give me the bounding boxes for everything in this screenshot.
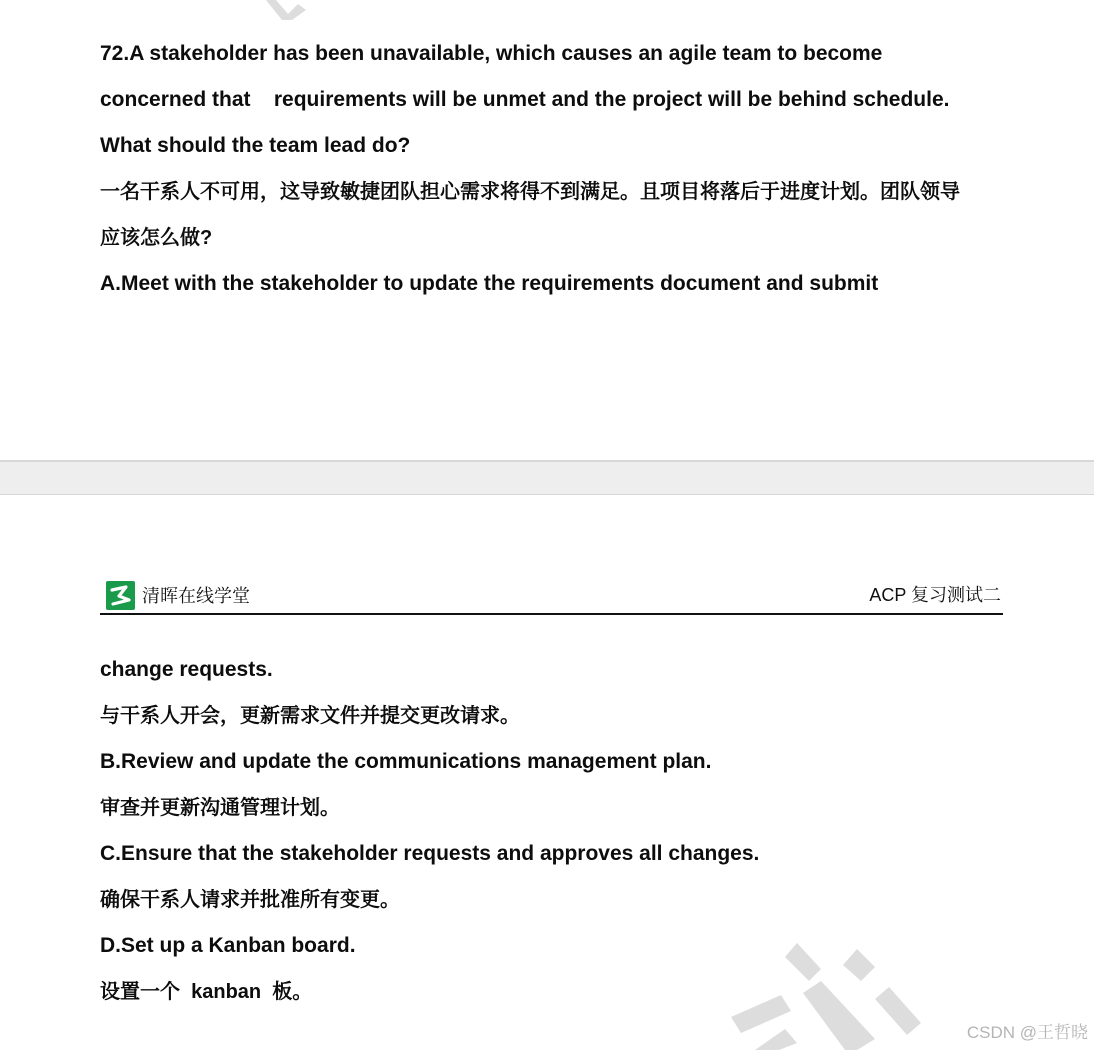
option-b-cn: 审查并更新沟通管理计划。 [100, 797, 340, 819]
option-a-cn: 与干系人开会，更新需求文件并提交更改请求。 [100, 705, 520, 727]
option-d-cn: 设置一个 kanban 板。 [100, 981, 313, 1003]
option-c-cn: 确保干系人请求并批准所有变更。 [100, 889, 400, 911]
document-page-1 [0, 0, 1094, 460]
option-b: B.Review and update the communications management plan. [100, 750, 712, 773]
document-page-2 [0, 495, 1094, 1050]
question-cn-line-1: 一名干系人不可用，这导致敏捷团队担心需求将得不到满足。且项目将落后于进度计划。团队领导 [100, 181, 960, 203]
watermark-shape-bottom [725, 935, 935, 1050]
document-title: ACP 复习测试二 [869, 585, 1001, 605]
option-a-line-1: A.Meet with the stakeholder to update the requirements document and submit [100, 272, 879, 295]
page-gap [0, 460, 1094, 495]
csdn-credit: CSDN @王哲晓 [966, 1023, 1088, 1042]
brand-name: 清晖在线学堂 [142, 586, 250, 606]
option-a-line-2: change requests. [100, 658, 273, 681]
page-header [100, 575, 1003, 615]
option-c: C.Ensure that the stakeholder requests and approves all changes. [100, 842, 760, 865]
question-line-1: 72.A stakeholder has been unavailable, which causes an agile team to become [100, 42, 883, 65]
watermark-shape-top [262, 0, 312, 20]
question-cn-line-2: 应该怎么做? [100, 227, 213, 249]
option-d: D.Set up a Kanban board. [100, 934, 356, 957]
brand-logo-icon [106, 581, 135, 610]
question-line-2: concerned that requirements will be unmet and the project will be behind schedule. [100, 88, 950, 111]
question-line-3: What should the team lead do? [100, 134, 411, 157]
